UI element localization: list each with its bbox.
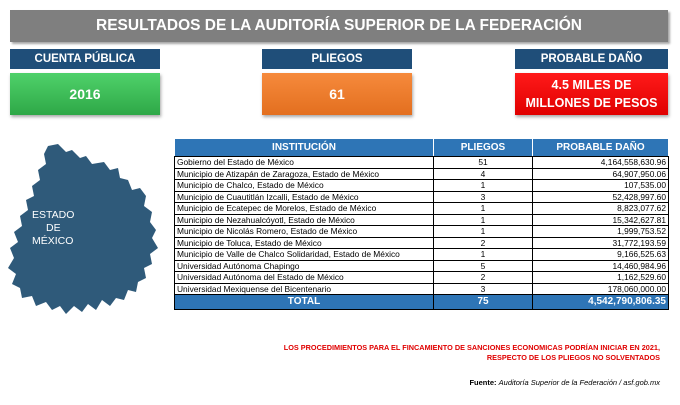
cell-institucion: Municipio de Nicolás Romero, Estado de México — [175, 226, 434, 238]
cell-pliegos: 1 — [434, 214, 533, 226]
map-label-3: MÉXICO — [32, 235, 74, 247]
cell-dano: 31,772,193.59 — [533, 237, 669, 249]
map-label-2: DE — [46, 222, 61, 234]
cell-institucion: Municipio de Toluca, Estado de México — [175, 237, 434, 249]
table-row — [175, 237, 669, 249]
cell-dano: 9,166,525.63 — [533, 249, 669, 261]
header-probable-dano: PROBABLE DAÑO — [533, 139, 669, 157]
probable-dano-value — [515, 73, 668, 115]
total-dano: 4,542,790,806.35 — [533, 295, 669, 310]
cell-dano: 64,907,950.06 — [533, 168, 669, 180]
table-row — [175, 203, 669, 215]
map-label-1: ESTADO — [32, 209, 75, 221]
source-citation — [200, 378, 660, 387]
cell-pliegos: 1 — [434, 249, 533, 261]
table-row — [175, 283, 669, 295]
sanctions-note — [200, 343, 660, 363]
cell-dano: 15,342,627.81 — [533, 214, 669, 226]
cell-institucion: Municipio de Cuautitlán Izcalli, Estado de México — [175, 191, 434, 203]
probable-dano-line2: MILLONES DE PESOS — [525, 96, 658, 110]
cell-dano: 52,428,997.60 — [533, 191, 669, 203]
probable-dano-label: PROBABLE DAÑO — [515, 49, 668, 69]
cell-institucion: Universidad Autónoma del Estado de México — [175, 272, 434, 284]
cell-institucion: Municipio de Nezahualcóyotl, Estado de México — [175, 214, 434, 226]
cell-dano: 14,460,984.96 — [533, 260, 669, 272]
sanctions-note-line2: RESPECTO DE LOS PLIEGOS NO SOLVENTADOS — [486, 353, 660, 362]
header-pliegos: PLIEGOS — [434, 139, 533, 157]
cell-dano: 4,164,558,630.96 — [533, 157, 669, 169]
cell-institucion: Municipio de Ecatepec de Morelos, Estado de México — [175, 203, 434, 215]
state-shape — [8, 144, 158, 314]
cell-pliegos: 1 — [434, 203, 533, 215]
probable-dano-line1: 4.5 MILES DE — [551, 78, 632, 92]
cell-pliegos: 2 — [434, 237, 533, 249]
pliegos-label: PLIEGOS — [262, 49, 412, 69]
page-title: RESULTADOS DE LA AUDITORÍA SUPERIOR DE LA FEDERACIÓN — [10, 10, 668, 42]
table-row — [175, 157, 669, 169]
cell-institucion: Universidad Mexiquense del Bicentenario — [175, 283, 434, 295]
sanctions-note-line1: LOS PROCEDIMIENTOS PARA EL FINCAMIENTO DE SANCIONES ECONOMICAS PODRÍAN INICIAR EN 2021, — [283, 343, 660, 352]
table-header-row — [175, 139, 669, 157]
cell-dano: 8,823,077.62 — [533, 203, 669, 215]
table-row — [175, 180, 669, 192]
cell-institucion: Municipio de Chalco, Estado de México — [175, 180, 434, 192]
cell-institucion: Municipio de Valle de Chalco Solidaridad, Estado de México — [175, 249, 434, 261]
cell-pliegos: 1 — [434, 226, 533, 238]
estado-de-mexico-map — [6, 140, 166, 325]
table-row — [175, 260, 669, 272]
pliegos-value: 61 — [262, 73, 412, 115]
table-row — [175, 226, 669, 238]
cell-dano: 178,060,000.00 — [533, 283, 669, 295]
header-institucion: INSTITUCIÓN — [175, 139, 434, 157]
table-row — [175, 168, 669, 180]
results-table — [174, 138, 669, 310]
cell-institucion: Gobierno del Estado de México — [175, 157, 434, 169]
cell-dano: 1,999,753.52 — [533, 226, 669, 238]
cuenta-publica-label: CUENTA PÚBLICA — [10, 49, 160, 69]
source-text: Auditoría Superior de la Federación / asf.gob.mx — [498, 378, 660, 387]
table-row — [175, 249, 669, 261]
cell-institucion: Municipio de Atizapán de Zaragoza, Estado de México — [175, 168, 434, 180]
cell-dano: 1,162,529.60 — [533, 272, 669, 284]
table-row — [175, 272, 669, 284]
table-total-row — [175, 295, 669, 310]
cuenta-publica-value: 2016 — [10, 73, 160, 115]
source-label: Fuente: — [469, 378, 497, 387]
table-row — [175, 191, 669, 203]
cell-pliegos: 3 — [434, 283, 533, 295]
cell-dano: 107,535.00 — [533, 180, 669, 192]
cell-pliegos: 5 — [434, 260, 533, 272]
cell-pliegos: 3 — [434, 191, 533, 203]
cell-institucion: Universidad Autónoma Chapingo — [175, 260, 434, 272]
cell-pliegos: 1 — [434, 180, 533, 192]
cell-pliegos: 4 — [434, 168, 533, 180]
cell-pliegos: 2 — [434, 272, 533, 284]
cell-pliegos: 51 — [434, 157, 533, 169]
total-label: TOTAL — [175, 295, 434, 310]
total-pliegos: 75 — [434, 295, 533, 310]
table-row — [175, 214, 669, 226]
